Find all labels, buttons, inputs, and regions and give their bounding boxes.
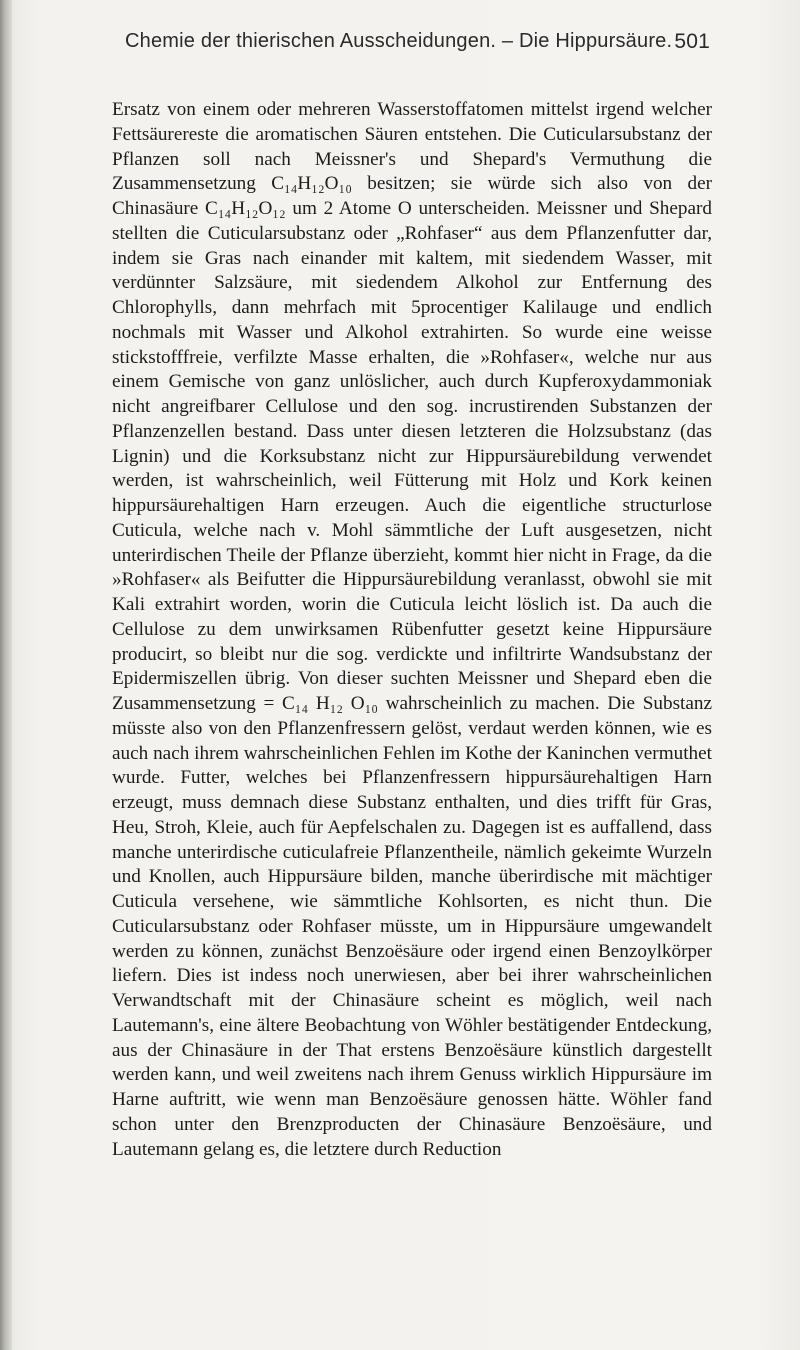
- page-number: 501: [674, 30, 710, 53]
- body-paragraph: Ersatz von einem oder mehreren Wasserstoffatomen mittelst irgend welcher Fettsäurereste die aromatischen Säuren entstehen. Die Cuticularsubstanz der Pflanzen soll nach Meissner's und Shepard's Vermuthung die Zusammensetzung C₁₄H₁₂O₁₀ besitzen; sie würde sich also von der Chinasäure C₁₄H₁₂O₁₂ um 2 Atome O unterscheiden. Meissner und Shepard stellten die Cuticularsubstanz oder „Rohfaser“ aus dem Pflanzenfutter dar, indem sie Gras nach einander mit kaltem, mit siedendem Wasser, mit verdünnter Salzsäure, mit siedendem Alkohol zur Entfernung des Chlorophylls, dann mehrfach mit 5procentiger Kalilauge und endlich nochmals mit Wasser und Alkohol extrahirten. So wurde eine weisse stickstofffreie, verfilzte Masse erhalten, die »Rohfaser«, welche nur aus einem Gemische von ganz unlöslicher, auch durch Kupferoxydammoniak nicht angreifbarer Cellulose und den sog. incrustirenden Substanzen der Pflanzenzellen bestand. Dass unter diesen letzteren die Holzsubstanz (das Lignin) und die Korksubstanz nicht zur Hippursäurebildung verwendet werden, ist wahrscheinlich, weil Fütterung mit Holz und Kork keinen hippursäurehaltigen Harn erzeugen. Auch die eigentliche structurlose Cuticula, welche nach v. Mohl sämmtliche der Luft ausgesetzen, nicht unterirdischen Theile der Pflanze überzieht, kommt hier nicht in Frage, da die »Rohfaser« als Beifutter die Hippursäurebildung veranlasst, obwohl sie mit Kali extrahirt worden, worin die Cuticula leicht löslich ist. Da auch die Cellulose zu dem unwirksamen Rübenfutter gesetzt keine Hippursäure producirt, so bleibt nur die sog. verdickte und infiltrirte Wandsubstanz der Epidermiszellen übrig. Von dieser suchten Meissner und Shepard eben die Zusammensetzung = C₁₄ H₁₂ O₁₀ wahrscheinlich zu machen. Die Substanz müsste also von den Pflanzenfressern gelöst, verdaut werden können, wie es auch nach ihrem wahrscheinlichen Fehlen im Kothe der Kaninchen vermuthet wurde. Futter, welches bei Pflanzenfressern hippursäurehaltigen Harn erzeugt, muss demnach diese Substanz enthalten, und dies trifft für Gras, Heu, Stroh, Kleie, auch für Aepfelschalen zu. Dagegen ist es auffallend, dass manche unterirdische cuticulafreie Pflanzentheile, nämlich gekeimte Wurzeln und Knollen, auch Hippursäure bilden, manche überirdische mit mächtiger Cuticula versehene, wie sämmtliche Kohlsorten, es nicht thun. Die Cuticularsubstanz oder Rohfaser müsste, um in Hippursäure umgewandelt werden zu können, zunächst Benzoësäure oder irgend einen Benzoylkörper liefern. Dies ist indess noch unerwiesen, aber bei ihrer wahrscheinlichen Verwandtschaft mit der Chinasäure scheint es möglich, weil nach Lautemann's, eine ältere Beobachtung von Wöhler bestätigender Entdeckung, aus der Chinasäure in der That erstens Benzoësäure künstlich dargestellt werden kann, und weil zweitens nach ihrem Genuss wirklich Hippursäure im Harne auftritt, wie wenn man Benzoësäure genossen hätte. Wöhler fand schon unter den Brenzproducten der Chinasäure Benzoësäure, und Lautemann gelang es, die letztere durch Reduction: [112, 99, 712, 1160]
- body-text: [112, 98, 712, 1162]
- binding-shadow: [0, 0, 12, 1350]
- running-title: Chemie der thierischen Ausscheidungen. – Die Hippursäure.: [125, 30, 673, 52]
- page-header: [125, 30, 710, 62]
